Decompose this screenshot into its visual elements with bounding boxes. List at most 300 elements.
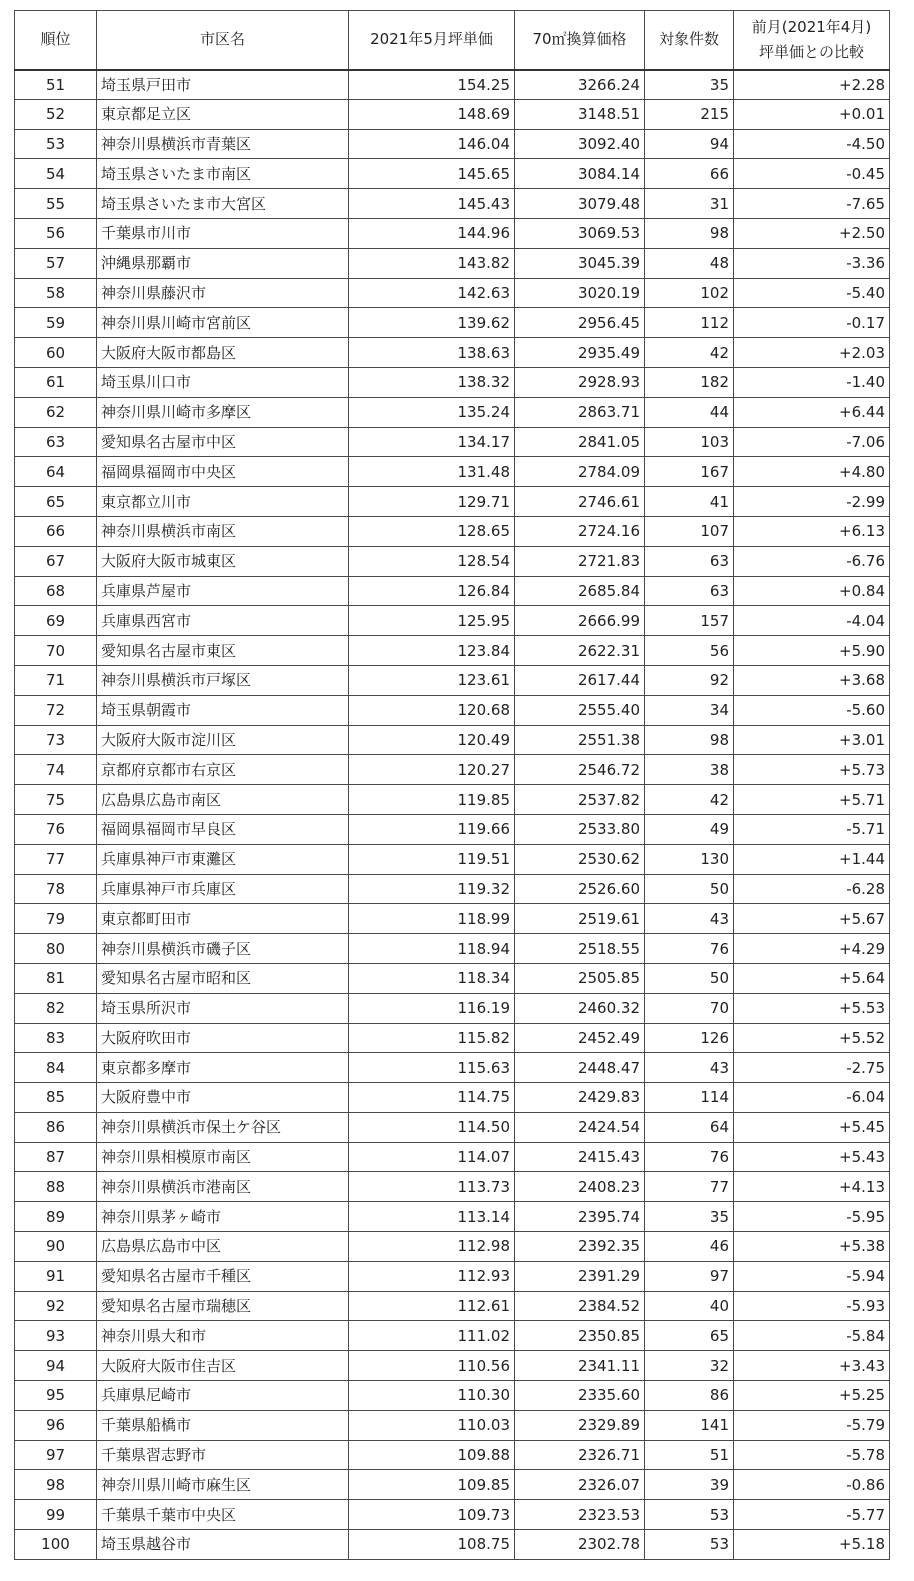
count-cell: 97 (645, 1261, 734, 1291)
table-row (15, 1023, 890, 1053)
price-70-cell: 2429.83 (515, 1083, 645, 1113)
price-70-cell: 2448.47 (515, 1053, 645, 1083)
count-cell: 46 (645, 1232, 734, 1262)
rank-cell: 73 (15, 725, 97, 755)
price-70-cell: 2555.40 (515, 695, 645, 725)
city-cell: 神奈川県相模原市南区 (97, 1142, 349, 1172)
count-cell: 42 (645, 785, 734, 815)
diff-cell: -7.06 (734, 427, 890, 457)
diff-cell: -5.60 (734, 695, 890, 725)
table-row (15, 844, 890, 874)
col-header-rank: 順位 (15, 11, 97, 70)
price-70-cell: 3020.19 (515, 278, 645, 308)
diff-cell: +5.53 (734, 993, 890, 1023)
rank-cell: 87 (15, 1142, 97, 1172)
tsubo-price-cell: 139.62 (349, 308, 515, 338)
tsubo-price-cell: 119.51 (349, 844, 515, 874)
price-70-cell: 2505.85 (515, 963, 645, 993)
tsubo-price-cell: 119.32 (349, 874, 515, 904)
city-cell: 大阪府豊中市 (97, 1083, 349, 1113)
city-cell: 兵庫県神戸市東灘区 (97, 844, 349, 874)
price-70-cell: 2452.49 (515, 1023, 645, 1053)
tsubo-price-cell: 144.96 (349, 218, 515, 248)
price-70-cell: 3092.40 (515, 129, 645, 159)
city-cell: 京都府京都市右京区 (97, 755, 349, 785)
diff-cell: -0.17 (734, 308, 890, 338)
table-row (15, 1053, 890, 1083)
tsubo-price-cell: 146.04 (349, 129, 515, 159)
price-70-cell: 2526.60 (515, 874, 645, 904)
count-cell: 51 (645, 1440, 734, 1470)
tsubo-price-cell: 154.25 (349, 70, 515, 100)
city-cell: 東京都立川市 (97, 487, 349, 517)
city-cell: 千葉県船橋市 (97, 1410, 349, 1440)
count-cell: 40 (645, 1291, 734, 1321)
tsubo-price-cell: 114.07 (349, 1142, 515, 1172)
rank-cell: 100 (15, 1530, 97, 1560)
table-row (15, 1440, 890, 1470)
city-cell: 大阪府大阪市城東区 (97, 546, 349, 576)
tsubo-price-cell: 120.68 (349, 695, 515, 725)
tsubo-price-cell: 120.27 (349, 755, 515, 785)
tsubo-price-cell: 128.65 (349, 516, 515, 546)
table-row (15, 129, 890, 159)
city-cell: 神奈川県横浜市青葉区 (97, 129, 349, 159)
tsubo-price-cell: 115.63 (349, 1053, 515, 1083)
tsubo-price-cell: 110.03 (349, 1410, 515, 1440)
table-row (15, 367, 890, 397)
tsubo-price-cell: 126.84 (349, 576, 515, 606)
city-cell: 愛知県名古屋市千種区 (97, 1261, 349, 1291)
tsubo-price-cell: 128.54 (349, 546, 515, 576)
city-cell: 埼玉県所沢市 (97, 993, 349, 1023)
table-row (15, 636, 890, 666)
table-row (15, 1172, 890, 1202)
price-70-cell: 2341.11 (515, 1351, 645, 1381)
city-cell: 神奈川県横浜市保土ケ谷区 (97, 1112, 349, 1142)
city-cell: 埼玉県戸田市 (97, 70, 349, 100)
diff-cell: -4.50 (734, 129, 890, 159)
city-cell: 千葉県千葉市中央区 (97, 1500, 349, 1530)
rank-cell: 54 (15, 159, 97, 189)
rank-cell: 74 (15, 755, 97, 785)
rank-cell: 66 (15, 516, 97, 546)
tsubo-price-cell: 110.30 (349, 1381, 515, 1411)
diff-cell: +5.38 (734, 1232, 890, 1262)
rank-cell: 61 (15, 367, 97, 397)
diff-cell: +3.43 (734, 1351, 890, 1381)
tsubo-price-cell: 125.95 (349, 606, 515, 636)
count-cell: 65 (645, 1321, 734, 1351)
table-row (15, 755, 890, 785)
count-cell: 42 (645, 338, 734, 368)
table-row (15, 1500, 890, 1530)
city-cell: 神奈川県川崎市多摩区 (97, 397, 349, 427)
tsubo-price-cell: 114.50 (349, 1112, 515, 1142)
rank-cell: 72 (15, 695, 97, 725)
table-row (15, 725, 890, 755)
table-row (15, 278, 890, 308)
table-row (15, 1321, 890, 1351)
diff-cell: -6.04 (734, 1083, 890, 1113)
city-cell: 沖縄県那覇市 (97, 248, 349, 278)
tsubo-price-cell: 134.17 (349, 427, 515, 457)
diff-cell: +5.64 (734, 963, 890, 993)
diff-cell: +5.18 (734, 1530, 890, 1560)
table-row (15, 1142, 890, 1172)
city-cell: 神奈川県茅ヶ崎市 (97, 1202, 349, 1232)
tsubo-price-cell: 129.71 (349, 487, 515, 517)
rank-cell: 71 (15, 665, 97, 695)
diff-cell: -5.84 (734, 1321, 890, 1351)
city-cell: 愛知県名古屋市東区 (97, 636, 349, 666)
diff-cell: -1.40 (734, 367, 890, 397)
rank-cell: 53 (15, 129, 97, 159)
tsubo-price-cell: 110.56 (349, 1351, 515, 1381)
table-row (15, 99, 890, 129)
rank-cell: 67 (15, 546, 97, 576)
count-cell: 167 (645, 457, 734, 487)
rank-cell: 70 (15, 636, 97, 666)
table-row (15, 1202, 890, 1232)
count-cell: 77 (645, 1172, 734, 1202)
rank-cell: 88 (15, 1172, 97, 1202)
price-70-cell: 2302.78 (515, 1530, 645, 1560)
count-cell: 76 (645, 934, 734, 964)
table-row (15, 1291, 890, 1321)
price-70-cell: 2530.62 (515, 844, 645, 874)
diff-cell: +2.28 (734, 70, 890, 100)
rank-cell: 94 (15, 1351, 97, 1381)
col-header-city: 市区名 (97, 11, 349, 70)
price-70-cell: 2685.84 (515, 576, 645, 606)
diff-cell: +4.80 (734, 457, 890, 487)
city-cell: 神奈川県大和市 (97, 1321, 349, 1351)
table-row (15, 338, 890, 368)
diff-cell: -5.77 (734, 1500, 890, 1530)
table-row (15, 963, 890, 993)
diff-cell: -5.93 (734, 1291, 890, 1321)
price-70-cell: 2460.32 (515, 993, 645, 1023)
count-cell: 112 (645, 308, 734, 338)
tsubo-price-cell: 118.94 (349, 934, 515, 964)
price-70-cell: 3266.24 (515, 70, 645, 100)
tsubo-price-cell: 113.14 (349, 1202, 515, 1232)
price-70-cell: 2551.38 (515, 725, 645, 755)
price-70-cell: 2537.82 (515, 785, 645, 815)
table-row (15, 397, 890, 427)
count-cell: 35 (645, 70, 734, 100)
tsubo-price-cell: 108.75 (349, 1530, 515, 1560)
table-row (15, 1470, 890, 1500)
diff-cell: -3.36 (734, 248, 890, 278)
city-cell: 東京都足立区 (97, 99, 349, 129)
col-header-price-70: 70㎡換算価格 (515, 11, 645, 70)
rank-cell: 56 (15, 218, 97, 248)
tsubo-price-cell: 114.75 (349, 1083, 515, 1113)
count-cell: 39 (645, 1470, 734, 1500)
price-70-cell: 2391.29 (515, 1261, 645, 1291)
tsubo-price-cell: 123.84 (349, 636, 515, 666)
table-row (15, 606, 890, 636)
diff-cell: -5.40 (734, 278, 890, 308)
table-body (15, 70, 890, 1560)
diff-cell: -4.04 (734, 606, 890, 636)
price-70-cell: 3045.39 (515, 248, 645, 278)
rank-cell: 81 (15, 963, 97, 993)
price-70-cell: 2415.43 (515, 1142, 645, 1172)
rank-cell: 83 (15, 1023, 97, 1053)
col-header-diff-line1: 前月(2021年4月) (751, 17, 872, 36)
diff-cell: +5.73 (734, 755, 890, 785)
tsubo-price-cell: 138.63 (349, 338, 515, 368)
count-cell: 53 (645, 1500, 734, 1530)
city-cell: 神奈川県横浜市港南区 (97, 1172, 349, 1202)
diff-cell: +5.90 (734, 636, 890, 666)
rank-cell: 52 (15, 99, 97, 129)
table-row (15, 1381, 890, 1411)
table-row (15, 1261, 890, 1291)
count-cell: 64 (645, 1112, 734, 1142)
rank-cell: 77 (15, 844, 97, 874)
table-row (15, 189, 890, 219)
count-cell: 35 (645, 1202, 734, 1232)
count-cell: 44 (645, 397, 734, 427)
city-cell: 大阪府大阪市淀川区 (97, 725, 349, 755)
rank-cell: 86 (15, 1112, 97, 1142)
tsubo-price-cell: 145.65 (349, 159, 515, 189)
tsubo-price-cell: 131.48 (349, 457, 515, 487)
table-row (15, 695, 890, 725)
city-cell: 埼玉県さいたま市大宮区 (97, 189, 349, 219)
count-cell: 31 (645, 189, 734, 219)
price-70-cell: 2622.31 (515, 636, 645, 666)
rank-cell: 63 (15, 427, 97, 457)
diff-cell: +4.13 (734, 1172, 890, 1202)
diff-cell: +4.29 (734, 934, 890, 964)
diff-cell: -5.95 (734, 1202, 890, 1232)
rank-cell: 51 (15, 70, 97, 100)
rank-cell: 60 (15, 338, 97, 368)
count-cell: 43 (645, 904, 734, 934)
tsubo-price-cell: 123.61 (349, 665, 515, 695)
price-70-cell: 2424.54 (515, 1112, 645, 1142)
diff-cell: +5.67 (734, 904, 890, 934)
diff-cell: +5.45 (734, 1112, 890, 1142)
tsubo-price-cell: 112.93 (349, 1261, 515, 1291)
price-70-cell: 2408.23 (515, 1172, 645, 1202)
tsubo-price-cell: 148.69 (349, 99, 515, 129)
count-cell: 76 (645, 1142, 734, 1172)
tsubo-price-cell: 119.66 (349, 814, 515, 844)
count-cell: 38 (645, 755, 734, 785)
tsubo-price-cell: 118.99 (349, 904, 515, 934)
diff-cell: +1.44 (734, 844, 890, 874)
diff-cell: +2.50 (734, 218, 890, 248)
diff-cell: -0.86 (734, 1470, 890, 1500)
rank-cell: 64 (15, 457, 97, 487)
city-cell: 東京都多摩市 (97, 1053, 349, 1083)
rank-cell: 78 (15, 874, 97, 904)
rank-cell: 93 (15, 1321, 97, 1351)
count-cell: 34 (645, 695, 734, 725)
diff-cell: -5.94 (734, 1261, 890, 1291)
city-cell: 埼玉県朝霞市 (97, 695, 349, 725)
rank-cell: 79 (15, 904, 97, 934)
table-row (15, 785, 890, 815)
rank-cell: 57 (15, 248, 97, 278)
price-70-cell: 2928.93 (515, 367, 645, 397)
count-cell: 63 (645, 576, 734, 606)
price-70-cell: 2935.49 (515, 338, 645, 368)
rank-cell: 82 (15, 993, 97, 1023)
count-cell: 43 (645, 1053, 734, 1083)
rank-cell: 62 (15, 397, 97, 427)
count-cell: 157 (645, 606, 734, 636)
count-cell: 66 (645, 159, 734, 189)
city-cell: 兵庫県西宮市 (97, 606, 349, 636)
header-row (15, 11, 890, 70)
count-cell: 107 (645, 516, 734, 546)
table-row (15, 516, 890, 546)
table-row (15, 1232, 890, 1262)
rank-cell: 90 (15, 1232, 97, 1262)
tsubo-price-cell: 135.24 (349, 397, 515, 427)
city-cell: 東京都町田市 (97, 904, 349, 934)
price-70-cell: 2721.83 (515, 546, 645, 576)
table-row (15, 576, 890, 606)
price-70-cell: 2746.61 (515, 487, 645, 517)
rank-cell: 68 (15, 576, 97, 606)
rank-cell: 58 (15, 278, 97, 308)
rank-cell: 76 (15, 814, 97, 844)
count-cell: 63 (645, 546, 734, 576)
price-70-cell: 2546.72 (515, 755, 645, 785)
table-row (15, 457, 890, 487)
price-70-cell: 3079.48 (515, 189, 645, 219)
count-cell: 94 (645, 129, 734, 159)
city-cell: 埼玉県川口市 (97, 367, 349, 397)
table-row (15, 1351, 890, 1381)
tsubo-price-cell: 113.73 (349, 1172, 515, 1202)
count-cell: 48 (645, 248, 734, 278)
diff-cell: +3.01 (734, 725, 890, 755)
price-70-cell: 2323.53 (515, 1500, 645, 1530)
table-row (15, 665, 890, 695)
diff-cell: +6.13 (734, 516, 890, 546)
price-70-cell: 2784.09 (515, 457, 645, 487)
count-cell: 102 (645, 278, 734, 308)
count-cell: 32 (645, 1351, 734, 1381)
table-row (15, 427, 890, 457)
tsubo-price-cell: 145.43 (349, 189, 515, 219)
col-header-diff-line2: 坪単価との比較 (758, 42, 864, 61)
table-row (15, 1410, 890, 1440)
rank-cell: 97 (15, 1440, 97, 1470)
rank-cell: 95 (15, 1381, 97, 1411)
city-cell: 神奈川県川崎市麻生区 (97, 1470, 349, 1500)
city-cell: 神奈川県横浜市南区 (97, 516, 349, 546)
table-row (15, 1112, 890, 1142)
diff-cell: -6.28 (734, 874, 890, 904)
price-70-cell: 2519.61 (515, 904, 645, 934)
city-cell: 埼玉県さいたま市南区 (97, 159, 349, 189)
price-70-cell: 2335.60 (515, 1381, 645, 1411)
tsubo-price-cell: 109.85 (349, 1470, 515, 1500)
count-cell: 141 (645, 1410, 734, 1440)
count-cell: 70 (645, 993, 734, 1023)
tsubo-price-cell: 143.82 (349, 248, 515, 278)
table-row (15, 814, 890, 844)
tsubo-price-cell: 118.34 (349, 963, 515, 993)
price-70-cell: 2395.74 (515, 1202, 645, 1232)
diff-cell: -5.78 (734, 1440, 890, 1470)
city-cell: 大阪府大阪市住吉区 (97, 1351, 349, 1381)
count-cell: 86 (645, 1381, 734, 1411)
city-cell: 神奈川県横浜市磯子区 (97, 934, 349, 964)
rank-cell: 80 (15, 934, 97, 964)
tsubo-price-cell: 115.82 (349, 1023, 515, 1053)
city-cell: 広島県広島市南区 (97, 785, 349, 815)
tsubo-price-cell: 109.88 (349, 1440, 515, 1470)
diff-cell: +2.03 (734, 338, 890, 368)
table-row (15, 159, 890, 189)
rank-cell: 55 (15, 189, 97, 219)
price-70-cell: 2863.71 (515, 397, 645, 427)
tsubo-price-cell: 111.02 (349, 1321, 515, 1351)
table-row (15, 70, 890, 100)
city-cell: 愛知県名古屋市瑞穂区 (97, 1291, 349, 1321)
rank-cell: 98 (15, 1470, 97, 1500)
count-cell: 56 (645, 636, 734, 666)
tsubo-price-cell: 112.98 (349, 1232, 515, 1262)
table-row (15, 248, 890, 278)
rank-cell: 69 (15, 606, 97, 636)
tsubo-price-cell: 109.73 (349, 1500, 515, 1530)
price-70-cell: 2329.89 (515, 1410, 645, 1440)
diff-cell: -5.71 (734, 814, 890, 844)
table-row (15, 934, 890, 964)
rank-cell: 99 (15, 1500, 97, 1530)
price-70-cell: 2392.35 (515, 1232, 645, 1262)
price-70-cell: 2533.80 (515, 814, 645, 844)
price-70-cell: 2518.55 (515, 934, 645, 964)
price-70-cell: 2384.52 (515, 1291, 645, 1321)
city-cell: 神奈川県藤沢市 (97, 278, 349, 308)
count-cell: 49 (645, 814, 734, 844)
tsubo-price-cell: 142.63 (349, 278, 515, 308)
diff-cell: -7.65 (734, 189, 890, 219)
tsubo-price-cell: 112.61 (349, 1291, 515, 1321)
count-cell: 98 (645, 725, 734, 755)
diff-cell: +3.68 (734, 665, 890, 695)
count-cell: 126 (645, 1023, 734, 1053)
table-row (15, 904, 890, 934)
city-cell: 大阪府大阪市都島区 (97, 338, 349, 368)
city-cell: 神奈川県川崎市宮前区 (97, 308, 349, 338)
count-cell: 103 (645, 427, 734, 457)
city-cell: 神奈川県横浜市戸塚区 (97, 665, 349, 695)
table-row (15, 487, 890, 517)
diff-cell: +0.84 (734, 576, 890, 606)
city-cell: 兵庫県芦屋市 (97, 576, 349, 606)
price-70-cell: 2956.45 (515, 308, 645, 338)
rank-cell: 89 (15, 1202, 97, 1232)
diff-cell: -2.99 (734, 487, 890, 517)
tsubo-price-cell: 119.85 (349, 785, 515, 815)
city-cell: 千葉県習志野市 (97, 1440, 349, 1470)
count-cell: 215 (645, 99, 734, 129)
